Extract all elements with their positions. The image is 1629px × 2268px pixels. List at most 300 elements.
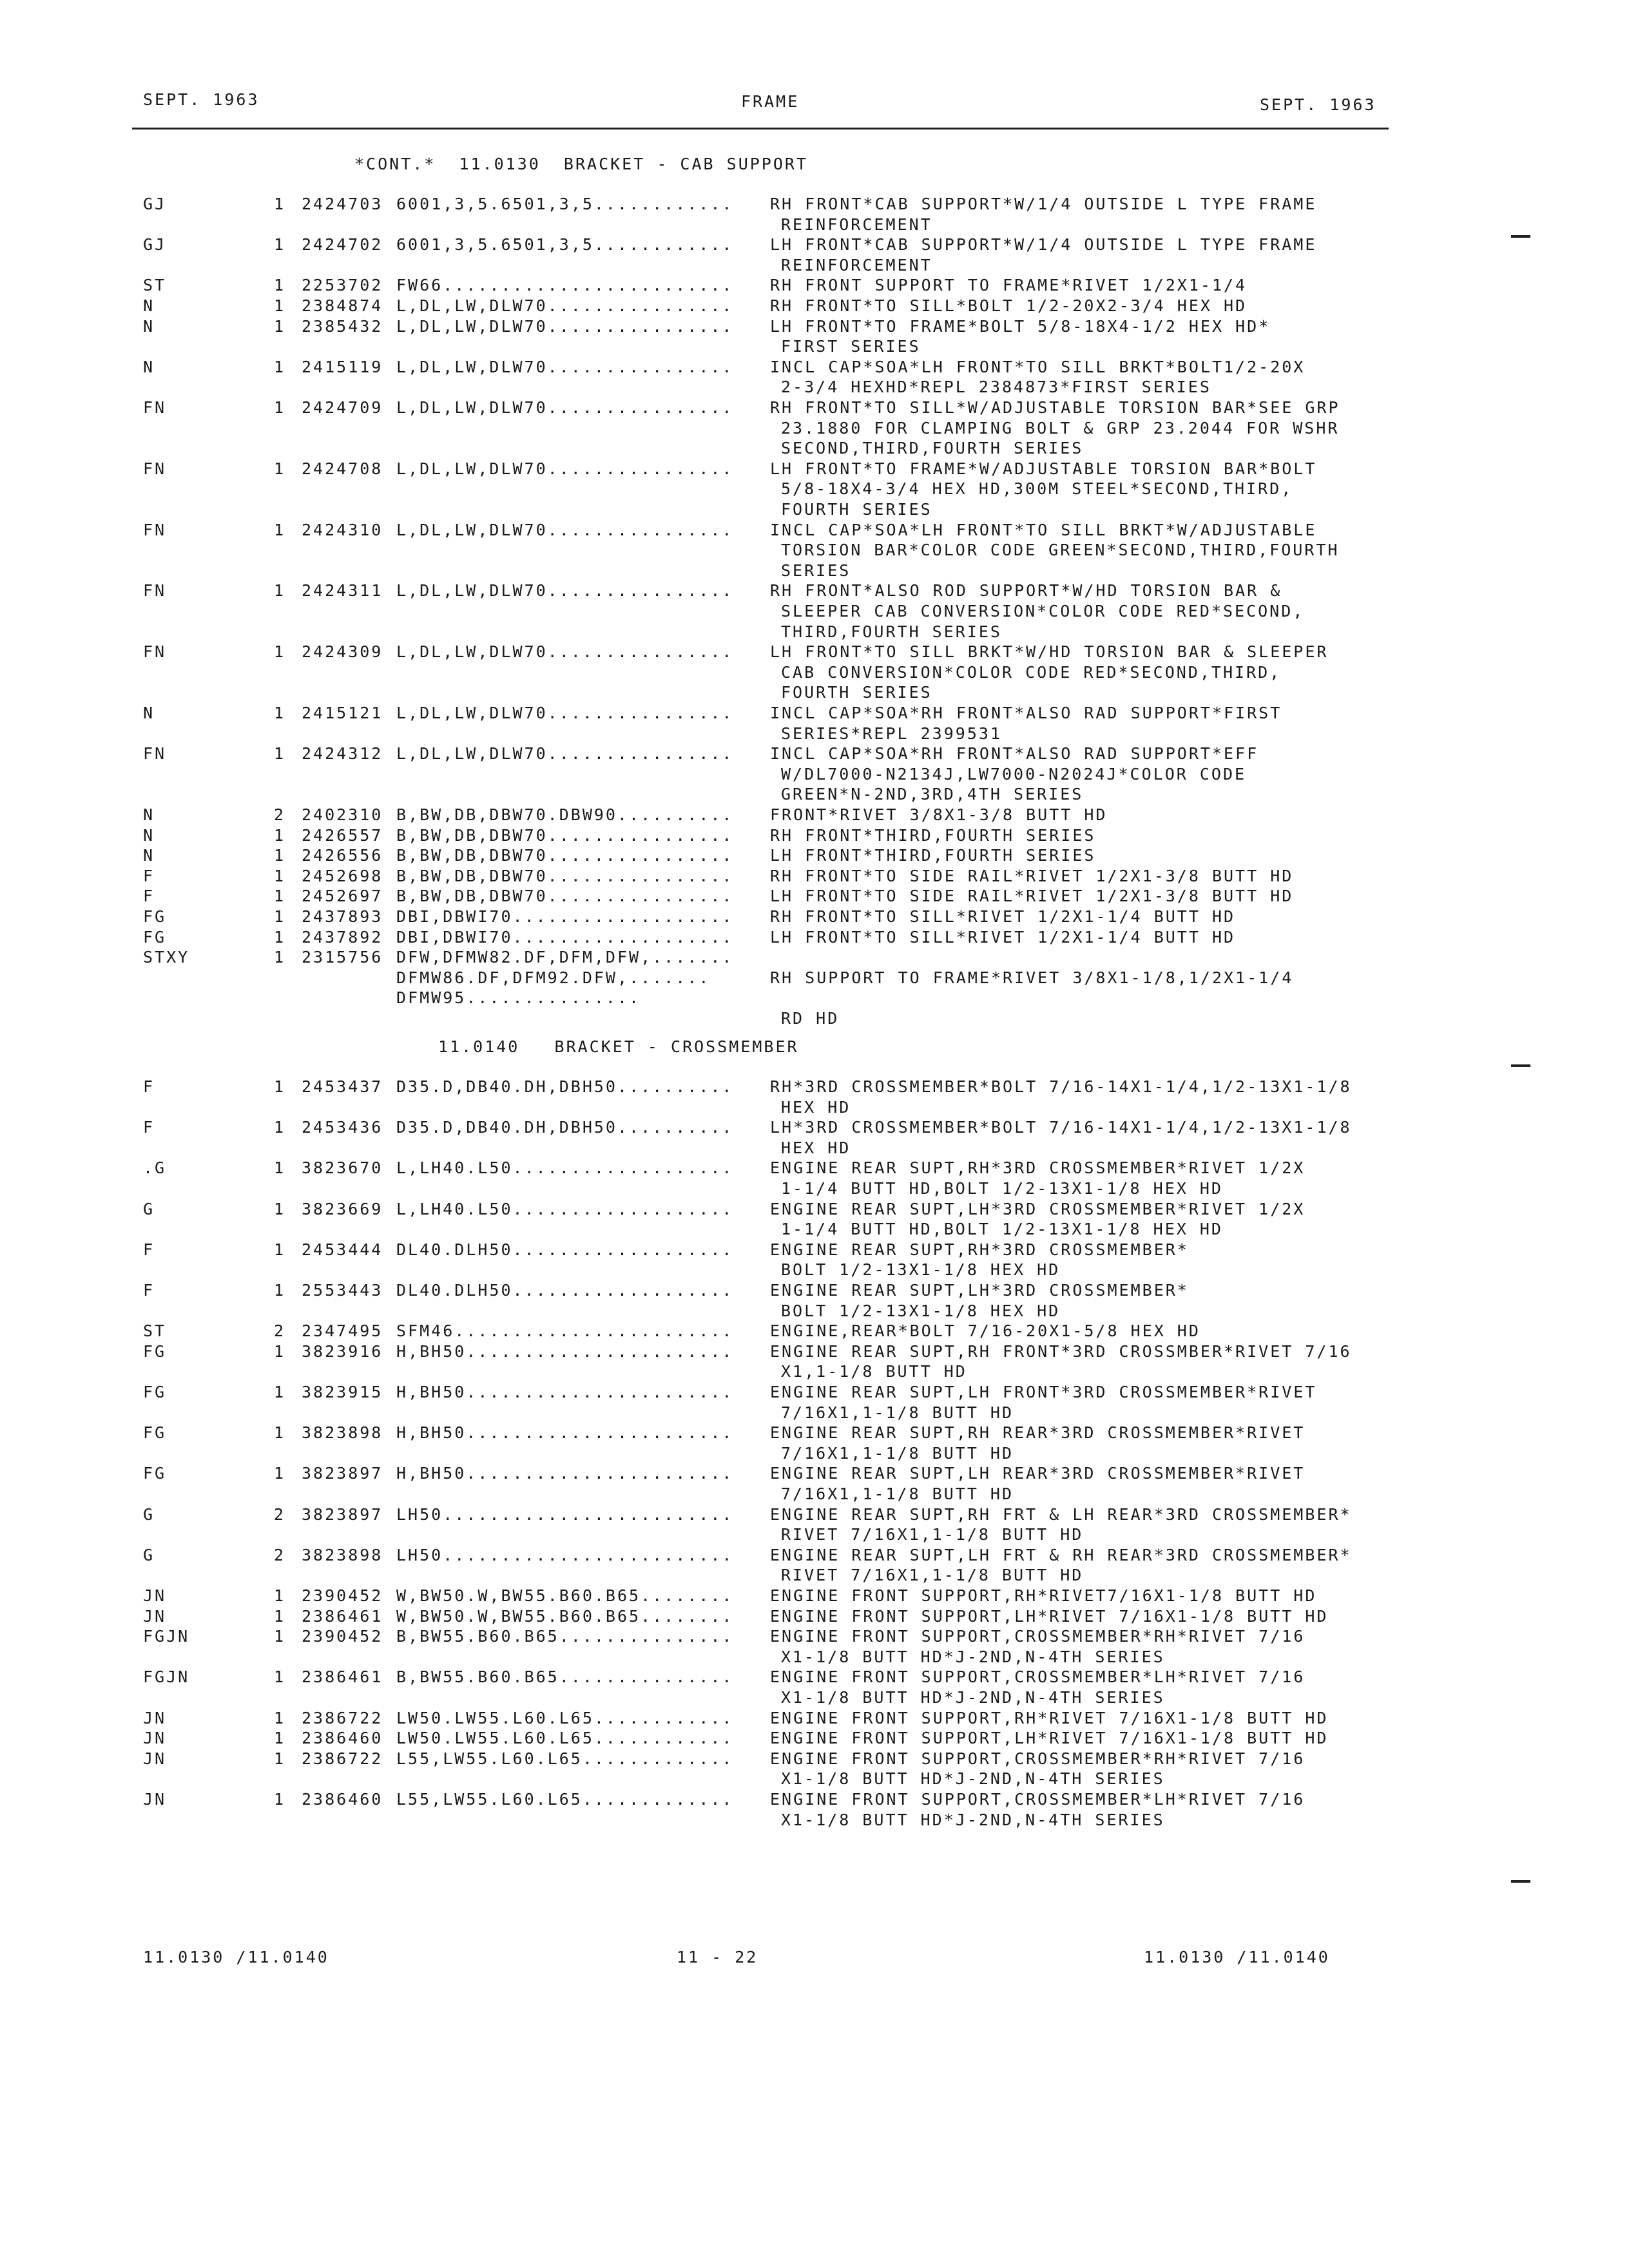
- part-description-line: HEX HD: [781, 1097, 851, 1117]
- model-code: F: [143, 1077, 155, 1096]
- model-list: W,BW50.W,BW55.B60.B65........: [396, 1586, 734, 1605]
- model-code: N: [143, 357, 155, 376]
- part-description-line: REINFORCEMENT: [781, 255, 932, 274]
- margin-mark: [1511, 1064, 1530, 1067]
- part-row: [0, 1729, 1629, 1749]
- model-list: LW50.LW55.L60.L65............: [396, 1729, 734, 1748]
- part-row: [0, 195, 1629, 235]
- model-code: FN: [143, 581, 167, 601]
- quantity: 1: [274, 1077, 286, 1096]
- model-list: L55,LW55.L60.L65.............: [396, 1790, 734, 1809]
- model-code: .G: [143, 1158, 167, 1178]
- part-row: [0, 704, 1629, 744]
- model-list: W,BW50.W,BW55.B60.B65........: [396, 1606, 734, 1626]
- part-row: [0, 1505, 1629, 1546]
- model-code: FGJN: [143, 1627, 190, 1646]
- model-list: B,BW55.B60.B65...............: [396, 1627, 734, 1646]
- quantity: 1: [274, 1627, 286, 1646]
- part-description-line: ENGINE REAR SUPT,LH FRT & RH REAR*3RD CROSSMEMBER*: [770, 1545, 1352, 1564]
- part-row: [0, 1342, 1629, 1383]
- part-description-line: LH FRONT*TO SILL BRKT*W/HD TORSION BAR & SLEEPER: [770, 642, 1329, 662]
- part-description-line: X1-1/8 BUTT HD*J-2ND,N-4TH SERIES: [781, 1687, 1165, 1707]
- model-code: GJ: [143, 195, 167, 213]
- part-number: 2453444: [302, 1240, 383, 1259]
- part-number: 3823916: [302, 1341, 383, 1361]
- part-description-line: ENGINE REAR SUPT,RH*3RD CROSSMEMBER*: [770, 1240, 1189, 1259]
- quantity: 1: [274, 907, 286, 926]
- model-list: LH50.........................: [396, 1545, 734, 1564]
- quantity: 1: [274, 520, 286, 539]
- part-row: [0, 968, 1629, 989]
- part-row: [0, 581, 1629, 642]
- part-number: 2424310: [302, 520, 383, 539]
- part-number: 2386461: [302, 1606, 383, 1626]
- part-description-line: RH FRONT*TO SILL*RIVET 1/2X1-1/4 BUTT HD: [770, 907, 1236, 926]
- part-description-line: ENGINE FRONT SUPPORT,CROSSMEMBER*RH*RIVET 7/16: [770, 1627, 1306, 1646]
- part-row: [0, 1077, 1629, 1118]
- model-list: L,DL,LW,DLW70................: [396, 520, 734, 539]
- model-code: GJ: [143, 235, 167, 255]
- model-code: FG: [143, 1383, 167, 1401]
- part-description-line: 2-3/4 HEXHD*REPL 2384873*FIRST SERIES: [781, 378, 1211, 397]
- part-number: 2553443: [302, 1281, 383, 1300]
- part-description-line: SLEEPER CAB CONVERSION*COLOR CODE RED*SECOND,: [781, 601, 1305, 620]
- model-list: DL40.DLH50...................: [396, 1240, 734, 1259]
- part-description-line: X1,1-1/8 BUTT HD: [781, 1362, 967, 1381]
- quantity: 1: [274, 357, 286, 376]
- part-row: [0, 459, 1629, 521]
- quantity: 1: [274, 1341, 286, 1361]
- part-row: [0, 276, 1629, 296]
- part-description-line: SERIES: [781, 561, 851, 580]
- quantity: 1: [274, 1281, 286, 1300]
- part-description-line: LH FRONT*THIRD,FOURTH SERIES: [770, 846, 1096, 865]
- model-code: FN: [143, 398, 167, 417]
- part-number: 2253702: [302, 276, 383, 295]
- model-code: ST: [143, 1321, 167, 1341]
- part-description-line: RD HD: [781, 1008, 840, 1028]
- footer-page-number: 11 - 22: [677, 1948, 758, 1966]
- part-description-line: ENGINE FRONT SUPPORT,RH*RIVET7/16X1-1/8 BUTT HD: [770, 1586, 1317, 1605]
- model-code: JN: [143, 1586, 167, 1605]
- part-description-line: 7/16X1,1-1/8 BUTT HD: [781, 1403, 1014, 1422]
- part-number: 2453436: [302, 1118, 383, 1137]
- part-description-line: SERIES*REPL 2399531: [781, 724, 1002, 743]
- part-description-line: SECOND,THIRD,FOURTH SERIES: [781, 439, 1084, 458]
- quantity: 2: [274, 1545, 286, 1564]
- model-code: JN: [143, 1606, 167, 1626]
- part-description-line: ENGINE REAR SUPT,RH FRONT*3RD CROSSMBER*RIVET 7/16: [770, 1341, 1352, 1361]
- part-description-line: RH FRONT*TO SILL*W/ADJUSTABLE TORSION BAR*SEE GRP: [770, 398, 1340, 417]
- part-description-line: RH SUPPORT TO FRAME*RIVET 3/8X1-1/8,1/2X1-1/4: [770, 968, 1294, 987]
- part-description-line: RH*3RD CROSSMEMBER*BOLT 7/16-14X1-1/4,1/2-13X1-1/8: [770, 1077, 1352, 1096]
- quantity: 2: [274, 1321, 286, 1341]
- part-row: [0, 1464, 1629, 1504]
- part-number: 3823897: [302, 1464, 383, 1483]
- header-rule: [132, 128, 1389, 130]
- quantity: 1: [274, 398, 286, 417]
- quantity: 1: [274, 1667, 286, 1687]
- part-description-line: ENGINE REAR SUPT,LH REAR*3RD CROSSMEMBER*RIVET: [770, 1464, 1306, 1483]
- part-row: [0, 1627, 1629, 1667]
- model-code: N: [143, 316, 155, 336]
- part-row: [0, 1586, 1629, 1607]
- part-description-line: ENGINE FRONT SUPPORT,CROSSMEMBER*LH*RIVET 7/16: [770, 1790, 1306, 1809]
- part-description-line: CAB CONVERSION*COLOR CODE RED*SECOND,THIRD,: [781, 662, 1282, 682]
- model-code: FN: [143, 459, 167, 478]
- model-list: L,DL,LW,DLW70................: [396, 642, 734, 662]
- model-code: F: [143, 866, 155, 885]
- model-code: JN: [143, 1790, 167, 1809]
- model-code: FG: [143, 907, 167, 926]
- quantity: 1: [274, 1383, 286, 1401]
- model-code: N: [143, 805, 155, 824]
- part-description-line: RH FRONT*TO SILL*BOLT 1/2-20X2-3/4 HEX HD: [770, 296, 1248, 315]
- part-row: [0, 826, 1629, 847]
- quantity: 1: [274, 642, 286, 662]
- model-list: B,BW55.B60.B65...............: [396, 1667, 734, 1687]
- section-title-cab-support: *CONT.* 11.0130 BRACKET - CAB SUPPORT: [354, 155, 808, 173]
- model-list: H,BH50.......................: [396, 1383, 734, 1401]
- part-number: 3823915: [302, 1383, 383, 1401]
- quantity: 1: [274, 704, 286, 722]
- part-row: [0, 642, 1629, 704]
- model-list: H,BH50.......................: [396, 1423, 734, 1443]
- model-list: L,LH40.L50...................: [396, 1158, 734, 1178]
- model-code: G: [143, 1504, 155, 1524]
- quantity: 1: [274, 825, 286, 845]
- model-code: F: [143, 887, 155, 906]
- model-code: FN: [143, 642, 167, 662]
- part-number: 2424309: [302, 642, 383, 662]
- part-description-line: INCL CAP*SOA*RH FRONT*ALSO RAD SUPPORT*EFF: [770, 744, 1259, 764]
- part-description-line: FRONT*RIVET 3/8X1-3/8 BUTT HD: [770, 805, 1108, 824]
- model-code: FGJN: [143, 1667, 190, 1687]
- part-number: 2424311: [302, 581, 383, 601]
- part-description-line: ENGINE FRONT SUPPORT,RH*RIVET 7/16X1-1/8 BUTT HD: [770, 1708, 1329, 1727]
- part-description-line: ENGINE REAR SUPT,RH FRT & LH REAR*3RD CROSSMEMBER*: [770, 1504, 1352, 1524]
- part-number: 2386461: [302, 1667, 383, 1687]
- model-code: ST: [143, 276, 167, 295]
- model-list: D35.D,DB40.DH,DBH50..........: [396, 1118, 734, 1137]
- part-description-line: REINFORCEMENT: [781, 215, 932, 234]
- part-row: [0, 1240, 1629, 1281]
- model-code: F: [143, 1240, 155, 1259]
- part-description-line: ENGINE REAR SUPT,RH*3RD CROSSMEMBER*RIVET 1/2X: [770, 1158, 1306, 1178]
- model-code: JN: [143, 1729, 167, 1748]
- part-number: 2453437: [302, 1077, 383, 1096]
- part-description-line: LH FRONT*TO SIDE RAIL*RIVET 1/2X1-3/8 BUTT HD: [770, 887, 1294, 906]
- part-row: [0, 1749, 1629, 1790]
- model-list: L,DL,LW,DLW70................: [396, 296, 734, 315]
- model-list: B,BW,DB,DBW70................: [396, 846, 734, 865]
- model-code: STXY: [143, 948, 190, 967]
- quantity: 1: [274, 1118, 286, 1137]
- model-list: L,DL,LW,DLW70................: [396, 744, 734, 764]
- quantity: 1: [274, 276, 286, 295]
- model-code: N: [143, 846, 155, 865]
- model-code: FG: [143, 1464, 167, 1483]
- model-list: B,BW,DB,DBW70.DBW90..........: [396, 805, 734, 824]
- part-row: [0, 805, 1629, 826]
- model-list: L,DL,LW,DLW70................: [396, 316, 734, 336]
- part-description-line: INCL CAP*SOA*LH FRONT*TO SILL BRKT*W/ADJUSTABLE: [770, 520, 1317, 539]
- part-number: 2437893: [302, 907, 383, 926]
- part-description-line: RIVET 7/16X1,1-1/8 BUTT HD: [781, 1566, 1084, 1585]
- quantity: 1: [274, 927, 286, 947]
- quantity: 1: [274, 1199, 286, 1218]
- model-code: FG: [143, 1423, 167, 1443]
- part-row: [0, 1321, 1629, 1342]
- model-list: 6001,3,5.6501,3,5............: [396, 235, 734, 255]
- part-number: 2452698: [302, 866, 383, 885]
- model-list: L,DL,LW,DLW70................: [396, 357, 734, 376]
- part-number: 2426556: [302, 846, 383, 865]
- quantity: 1: [274, 744, 286, 764]
- part-row: [0, 887, 1629, 907]
- part-description-line: RH FRONT*ALSO ROD SUPPORT*W/HD TORSION BAR &: [770, 581, 1282, 601]
- header-section-title: FRAME: [741, 92, 800, 111]
- part-description-line: THIRD,FOURTH SERIES: [781, 622, 1002, 641]
- part-number: 2426557: [302, 825, 383, 845]
- model-list: DFW,DFMW82.DF,DFM,DFW,.......: [396, 948, 734, 967]
- quantity: 1: [274, 316, 286, 336]
- model-code: JN: [143, 1749, 167, 1768]
- part-number: 2437892: [302, 927, 383, 947]
- model-list: DFMW95...............: [396, 988, 641, 1008]
- part-row: [0, 1158, 1629, 1199]
- part-description-line: LH FRONT*TO SILL*RIVET 1/2X1-1/4 BUTT HD: [770, 927, 1236, 947]
- part-number: 2385432: [302, 316, 383, 336]
- model-list: D35.D,DB40.DH,DBH50..........: [396, 1077, 734, 1096]
- model-list: H,BH50.......................: [396, 1341, 734, 1361]
- model-code: F: [143, 1281, 155, 1300]
- model-code: FG: [143, 927, 167, 947]
- model-list: L55,LW55.L60.L65.............: [396, 1749, 734, 1768]
- part-row: [0, 1709, 1629, 1729]
- part-row: [0, 296, 1629, 317]
- part-description-line: ENGINE FRONT SUPPORT,CROSSMEMBER*LH*RIVET 7/16: [770, 1667, 1306, 1687]
- part-description-line: INCL CAP*SOA*RH FRONT*ALSO RAD SUPPORT*FIRST: [770, 704, 1282, 722]
- quantity: 1: [274, 887, 286, 906]
- part-description-line: 5/8-18X4-3/4 HEX HD,300M STEEL*SECOND,THIRD,: [781, 479, 1293, 499]
- quantity: 1: [274, 1240, 286, 1259]
- part-row: [0, 744, 1629, 805]
- model-code: JN: [143, 1708, 167, 1727]
- model-code: FG: [143, 1341, 167, 1361]
- part-row: [0, 1667, 1629, 1708]
- part-row: [0, 1790, 1629, 1831]
- quantity: 1: [274, 1586, 286, 1605]
- quantity: 1: [274, 459, 286, 478]
- model-code: F: [143, 1118, 155, 1137]
- part-number: 3823897: [302, 1504, 383, 1524]
- part-description-line: HEX HD: [781, 1138, 851, 1157]
- quantity: 1: [274, 1749, 286, 1768]
- model-list: B,BW,DB,DBW70................: [396, 825, 734, 845]
- part-description-line: 1-1/4 BUTT HD,BOLT 1/2-13X1-1/8 HEX HD: [781, 1220, 1223, 1239]
- part-description-line: LH*3RD CROSSMEMBER*BOLT 7/16-14X1-1/4,1/2-13X1-1/8: [770, 1118, 1352, 1137]
- model-code: N: [143, 296, 155, 315]
- part-number: 2386722: [302, 1749, 383, 1768]
- part-description-line: FOURTH SERIES: [781, 499, 932, 519]
- part-description-line: RH FRONT*THIRD,FOURTH SERIES: [770, 825, 1096, 845]
- part-number: 3823898: [302, 1423, 383, 1443]
- footer-section-range-left: 11.0130 /11.0140: [143, 1948, 329, 1966]
- part-description-line: RH FRONT SUPPORT TO FRAME*RIVET 1/2X1-1/4: [770, 276, 1248, 295]
- model-code: G: [143, 1199, 155, 1218]
- part-description-line: TORSION BAR*COLOR CODE GREEN*SECOND,THIRD,FOURTH: [781, 541, 1340, 560]
- model-list: DBI,DBWI70...................: [396, 927, 734, 947]
- part-description-line: ENGINE REAR SUPT,LH FRONT*3RD CROSSMEMBER*RIVET: [770, 1383, 1317, 1401]
- part-row: [0, 1383, 1629, 1423]
- quantity: 1: [274, 1790, 286, 1809]
- part-number: 2452697: [302, 887, 383, 906]
- part-number: 2424703: [302, 195, 383, 213]
- part-row: [0, 358, 1629, 398]
- section-title-crossmember: 11.0140 BRACKET - CROSSMEMBER: [438, 1037, 799, 1056]
- part-row: [0, 907, 1629, 928]
- model-list: L,LH40.L50...................: [396, 1199, 734, 1218]
- model-list: FW66.........................: [396, 276, 734, 295]
- model-code: G: [143, 1545, 155, 1564]
- part-row: [0, 948, 1629, 968]
- model-list: LH50.........................: [396, 1504, 734, 1524]
- header-date-left: SEPT. 1963: [143, 90, 260, 109]
- footer-section-range-right: 11.0130 /11.0140: [1144, 1948, 1330, 1966]
- part-number: 2424702: [302, 235, 383, 255]
- part-row: [0, 988, 1629, 1029]
- part-description-line: X1-1/8 BUTT HD*J-2ND,N-4TH SERIES: [781, 1647, 1165, 1666]
- margin-mark: [1511, 235, 1530, 238]
- part-description-line: BOLT 1/2-13X1-1/8 HEX HD: [781, 1301, 1061, 1320]
- part-description-line: FIRST SERIES: [781, 337, 921, 356]
- part-number: 2415119: [302, 357, 383, 376]
- part-row: [0, 928, 1629, 948]
- model-list: B,BW,DB,DBW70................: [396, 887, 734, 906]
- model-list: B,BW,DB,DBW70................: [396, 866, 734, 885]
- margin-mark: [1511, 1880, 1530, 1883]
- part-number: 3823898: [302, 1545, 383, 1564]
- part-description-line: 23.1880 FOR CLAMPING BOLT & GRP 23.2044 FOR WSHR: [781, 418, 1340, 437]
- quantity: 1: [274, 1729, 286, 1748]
- part-description-line: ENGINE FRONT SUPPORT,CROSSMEMBER*RH*RIVET 7/16: [770, 1749, 1306, 1768]
- part-description-line: LH FRONT*TO FRAME*BOLT 5/8-18X4-1/2 HEX HD*: [770, 316, 1271, 336]
- part-number: 2424709: [302, 398, 383, 417]
- model-code: N: [143, 825, 155, 845]
- part-number: 2384874: [302, 296, 383, 315]
- part-row: [0, 521, 1629, 582]
- quantity: 1: [274, 1423, 286, 1443]
- part-row: [0, 235, 1629, 276]
- part-number: 2424708: [302, 459, 383, 478]
- model-code: N: [143, 704, 155, 722]
- part-row: [0, 1118, 1629, 1158]
- part-number: 2386460: [302, 1729, 383, 1748]
- part-description-line: ENGINE FRONT SUPPORT,LH*RIVET 7/16X1-1/8 BUTT HD: [770, 1729, 1329, 1748]
- model-list: DL40.DLH50...................: [396, 1281, 734, 1300]
- part-description-line: W/DL7000-N2134J,LW7000-N2024J*COLOR CODE: [781, 764, 1247, 783]
- part-description-line: INCL CAP*SOA*LH FRONT*TO SILL BRKT*BOLT1/2-20X: [770, 357, 1306, 376]
- part-number: 2415121: [302, 704, 383, 722]
- model-code: FN: [143, 520, 167, 539]
- model-list: H,BH50.......................: [396, 1464, 734, 1483]
- quantity: 1: [274, 846, 286, 865]
- part-number: 2390452: [302, 1586, 383, 1605]
- part-description-line: X1-1/8 BUTT HD*J-2ND,N-4TH SERIES: [781, 1769, 1165, 1789]
- part-row: [0, 1281, 1629, 1321]
- quantity: 1: [274, 1158, 286, 1178]
- quantity: 1: [274, 235, 286, 255]
- quantity: 1: [274, 1708, 286, 1727]
- quantity: 1: [274, 948, 286, 967]
- part-description-line: ENGINE REAR SUPT,LH*3RD CROSSMEMBER*: [770, 1281, 1189, 1300]
- header-date-right: SEPT. 1963: [1260, 95, 1376, 114]
- model-list: DBI,DBWI70...................: [396, 907, 734, 926]
- part-description-line: X1-1/8 BUTT HD*J-2ND,N-4TH SERIES: [781, 1810, 1165, 1829]
- quantity: 1: [274, 581, 286, 601]
- part-description-line: BOLT 1/2-13X1-1/8 HEX HD: [781, 1260, 1061, 1280]
- model-code: FN: [143, 744, 167, 764]
- quantity: 1: [274, 1606, 286, 1626]
- part-description-line: GREEN*N-2ND,3RD,4TH SERIES: [781, 785, 1084, 804]
- part-description-line: ENGINE FRONT SUPPORT,LH*RIVET 7/16X1-1/8 BUTT HD: [770, 1606, 1329, 1626]
- model-list: L,DL,LW,DLW70................: [396, 581, 734, 601]
- part-row: [0, 1423, 1629, 1464]
- quantity: 1: [274, 866, 286, 885]
- quantity: 1: [274, 296, 286, 315]
- part-description-line: ENGINE,REAR*BOLT 7/16-20X1-5/8 HEX HD: [770, 1321, 1200, 1341]
- part-description-line: ENGINE REAR SUPT,LH*3RD CROSSMEMBER*RIVET 1/2X: [770, 1199, 1306, 1218]
- part-number: 2390452: [302, 1627, 383, 1646]
- model-list: DFMW86.DF,DFM92.DFW,.......: [396, 968, 711, 987]
- part-row: [0, 867, 1629, 887]
- model-list: SFM46........................: [396, 1321, 734, 1341]
- part-row: [0, 1546, 1629, 1586]
- quantity: 1: [274, 195, 286, 213]
- part-number: 3823669: [302, 1199, 383, 1218]
- part-description-line: 7/16X1,1-1/8 BUTT HD: [781, 1443, 1014, 1463]
- part-number: 2347495: [302, 1321, 383, 1341]
- part-row: [0, 1200, 1629, 1240]
- part-number: 2386722: [302, 1708, 383, 1727]
- part-row: [0, 398, 1629, 459]
- part-description-line: LH FRONT*TO FRAME*W/ADJUSTABLE TORSION BAR*BOLT: [770, 459, 1317, 478]
- part-description-line: 1-1/4 BUTT HD,BOLT 1/2-13X1-1/8 HEX HD: [781, 1178, 1223, 1198]
- part-description-line: ENGINE REAR SUPT,RH REAR*3RD CROSSMEMBER*RIVET: [770, 1423, 1306, 1443]
- part-number: 2402310: [302, 805, 383, 824]
- model-list: L,DL,LW,DLW70................: [396, 459, 734, 478]
- quantity: 2: [274, 1504, 286, 1524]
- part-number: 3823670: [302, 1158, 383, 1178]
- part-description-line: 7/16X1,1-1/8 BUTT HD: [781, 1484, 1014, 1503]
- part-row: [0, 1607, 1629, 1628]
- part-description-line: FOURTH SERIES: [781, 683, 932, 702]
- part-description-line: LH FRONT*CAB SUPPORT*W/1/4 OUTSIDE L TYPE FRAME: [770, 235, 1317, 255]
- part-number: 2424312: [302, 744, 383, 764]
- part-description-line: RH FRONT*CAB SUPPORT*W/1/4 OUTSIDE L TYPE FRAME: [770, 195, 1317, 213]
- quantity: 2: [274, 805, 286, 824]
- quantity: 1: [274, 1464, 286, 1483]
- model-list: LW50.LW55.L60.L65............: [396, 1708, 734, 1727]
- part-row: [0, 317, 1629, 358]
- part-row: [0, 846, 1629, 867]
- part-description-line: RIVET 7/16X1,1-1/8 BUTT HD: [781, 1525, 1084, 1544]
- part-number: 2386460: [302, 1790, 383, 1809]
- model-list: L,DL,LW,DLW70................: [396, 704, 734, 722]
- model-list: L,DL,LW,DLW70................: [396, 398, 734, 417]
- part-description-line: RH FRONT*TO SIDE RAIL*RIVET 1/2X1-3/8 BUTT HD: [770, 866, 1294, 885]
